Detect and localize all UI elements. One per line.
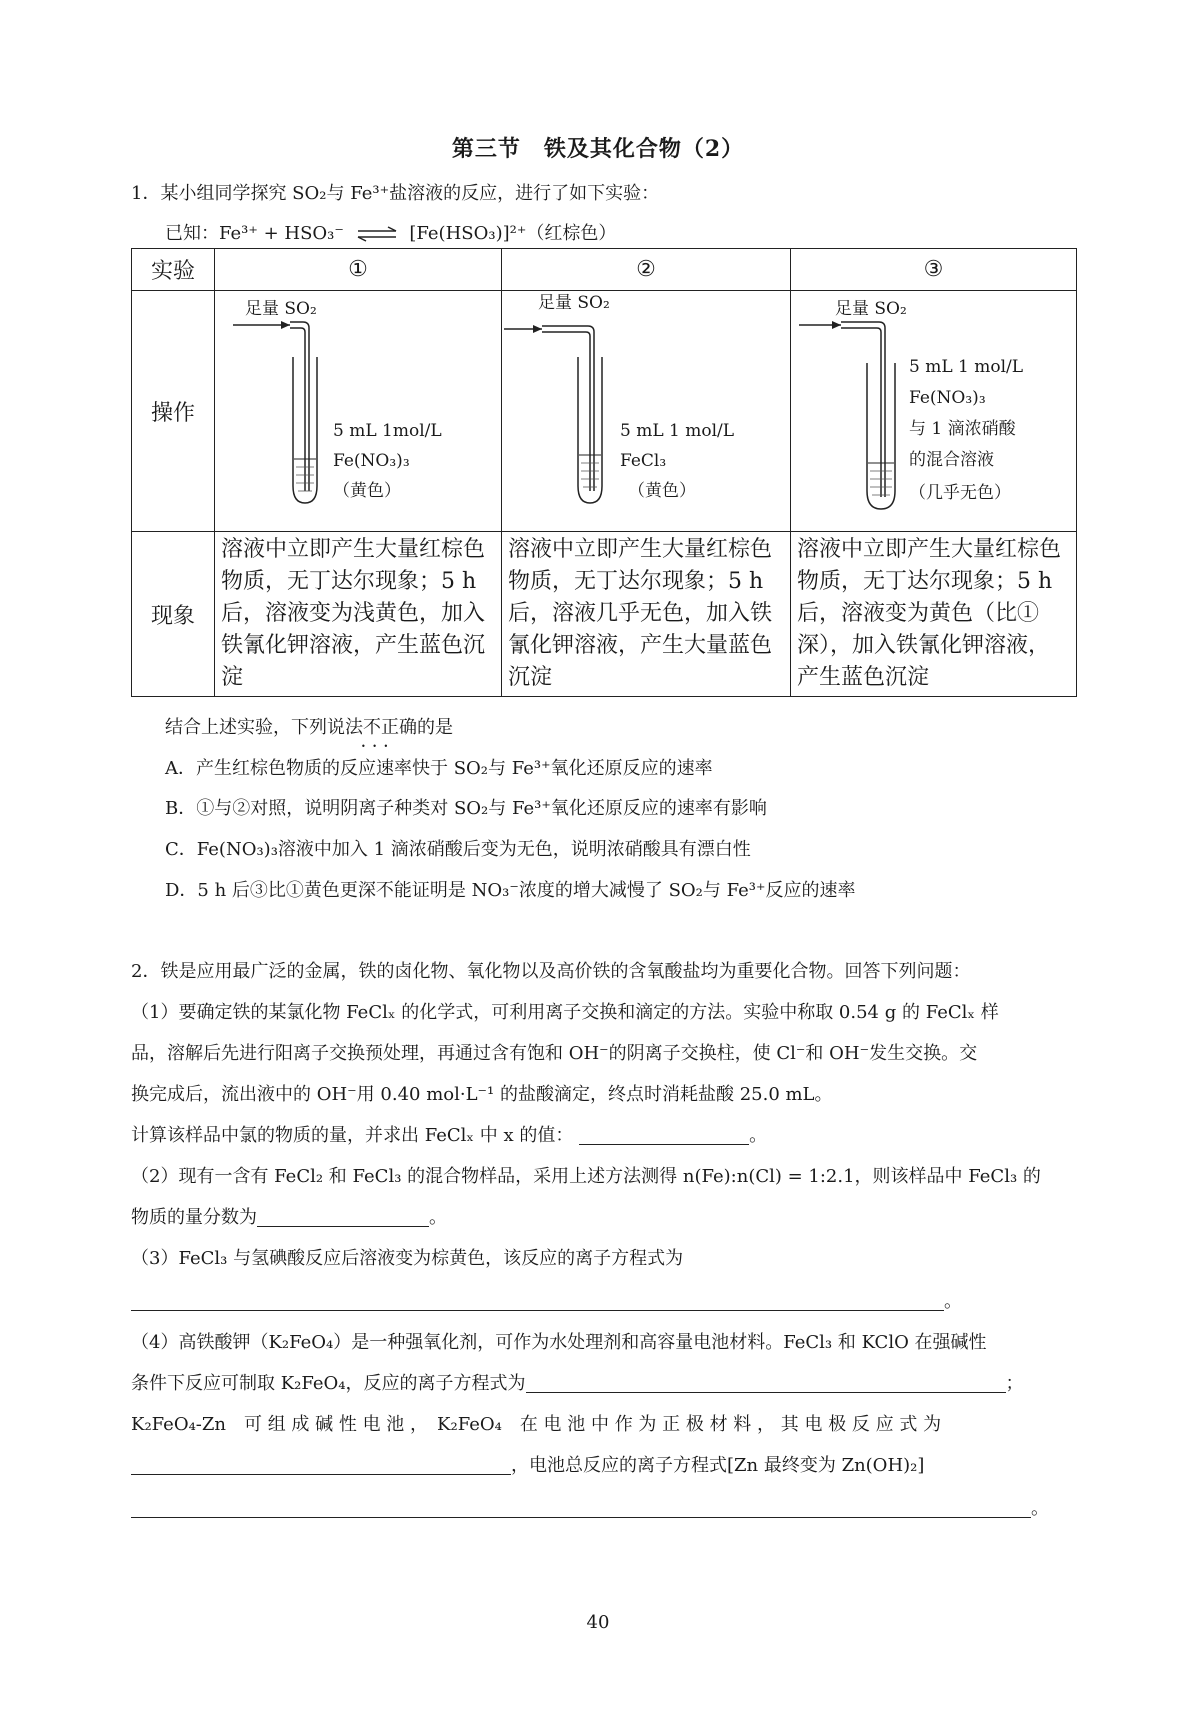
q2-p4-line2 (131, 1372, 1024, 1396)
option-d: D．5 h 后③比①黄色更深不能证明是 NO₃⁻浓度的增大减慢了 SO₂与 Fe³⁺反应的速率 (165, 880, 856, 901)
page-number: 40 (586, 1612, 610, 1633)
known-prefix: 已知：Fe³⁺ + HSO₃⁻ (165, 223, 344, 244)
known-equilibrium (165, 222, 616, 246)
gas-label-3: 足量 SO₂ (835, 299, 907, 319)
question-prefix: 结合上述实验，下列说法 (165, 717, 363, 738)
row-label-phenomenon: 现象 (132, 532, 215, 697)
q2-p1-line1: （1）要确定铁的某氯化物 FeClₓ 的化学式，可利用离子交换和滴定的方法。实验中称取 0.54 g 的 FeClₓ 样 (131, 1002, 999, 1023)
phenomenon-row (132, 532, 1077, 697)
period: 。 (429, 1207, 447, 1228)
exp-label-3: ③ (791, 249, 1077, 291)
q2-intro: 2．铁是应用最广泛的金属，铁的卤化物、氧化物以及高价铁的含氧酸盐均为重要化合物。回答下列问题： (131, 961, 971, 982)
col-header-experiment: 实验 (132, 249, 215, 291)
option-c: C．Fe(NO₃)₃溶液中加入 1 滴浓硝酸后变为无色，说明浓硝酸具有漂白性 (165, 839, 751, 860)
q2-p3-line1: （3）FeCl₃ 与氢碘酸反应后溶液变为棕黄色，该反应的离子方程式为 (131, 1248, 684, 1269)
solution-3-line2: Fe(NO₃)₃ (909, 388, 986, 408)
answer-blank-x[interactable] (579, 1126, 749, 1145)
q2-p4-line3: K₂FeO₄-Zn 可 组 成 碱 性 电 池 ， K₂FeO₄ 在 电 池 中 作 为 正 极 材 料 ， 其 电 极 反 应 式 为 (131, 1414, 942, 1435)
solution-3-line3: 与 1 滴浓硝酸 (909, 419, 1016, 439)
answer-blank-total-equation[interactable] (131, 1499, 1031, 1518)
gas-label-1: 足量 SO₂ (245, 299, 317, 319)
period: 。 (944, 1291, 962, 1312)
q2-p1-line4 (131, 1124, 767, 1148)
q2-p4-line4 (131, 1454, 924, 1478)
exp-label-1: ① (215, 249, 502, 291)
operation-row (132, 291, 1077, 532)
solution-2-line3: （黄色） (628, 481, 696, 501)
solution-2-line2: FeCl₃ (620, 451, 667, 471)
p2-question-text: 物质的量分数为 (131, 1207, 257, 1228)
phenomenon-3: 溶液中立即产生大量红棕色物质，无丁达尔现象；5 h 后，溶液变为黄色（比①深），加入铁氰化钾溶液，产生蓝色沉淀 (791, 532, 1077, 697)
solution-1-line1: 5 mL 1mol/L (333, 421, 442, 441)
q1-question (165, 716, 453, 740)
q2-p1-line3: 换完成后，流出液中的 OH⁻用 0.40 mol·L⁻¹ 的盐酸滴定，终点时消耗盐酸 25.0 mL。 (131, 1084, 833, 1105)
q2-p1-line2: 品，溶解后先进行阳离子交换预处理，再通过含有饱和 OH⁻的阴离子交换柱，使 Cl⁻和 OH⁻发生交换。交 (131, 1043, 978, 1064)
answer-blank-equation-4a[interactable] (526, 1374, 1006, 1393)
question-suffix: 的是 (417, 717, 453, 738)
answer-blank-fraction[interactable] (257, 1208, 429, 1227)
operation-cell-1 (215, 291, 502, 532)
p4-question-text: 条件下反应可制取 K₂FeO₄，反应的离子方程式为 (131, 1373, 526, 1394)
operation-cell-3 (791, 291, 1077, 532)
known-suffix: [Fe(HSO₃)]²⁺（红棕色） (409, 223, 617, 244)
operation-cell-2 (502, 291, 791, 532)
question-emphasis: 不正确 • • • (363, 716, 417, 740)
phenomenon-2: 溶液中立即产生大量红棕色物质，无丁达尔现象；5 h 后，溶液几乎无色，加入铁氰化钾溶液，产生大量蓝色沉淀 (502, 532, 791, 697)
q2-p3-answer (131, 1290, 962, 1314)
q1-intro: 1．某小组同学探究 SO₂与 Fe³⁺盐溶液的反应，进行了如下实验： (131, 183, 660, 204)
q2-p4-line1: （4）高铁酸钾（K₂FeO₄）是一种强氧化剂，可作为水处理剂和高容量电池材料。FeCl₃ 和 KClO 在强碱性 (131, 1332, 987, 1353)
row-label-operation: 操作 (132, 291, 215, 532)
experiment-table (131, 248, 1077, 697)
solution-3-line4: 的混合溶液 (909, 450, 994, 470)
period: 。 (749, 1125, 768, 1146)
gas-label-2: 足量 SO₂ (538, 293, 610, 313)
solution-2-line1: 5 mL 1 mol/L (620, 421, 735, 441)
page-title: 第三节 铁及其化合物（2） (451, 136, 745, 162)
equilibrium-arrow-icon (356, 226, 398, 242)
answer-blank-equation-3[interactable] (131, 1292, 944, 1311)
period: 。 (1031, 1498, 1049, 1519)
p4-battery-text: ，电池总反应的离子方程式[Zn 最终变为 Zn(OH)₂] (511, 1455, 925, 1476)
answer-blank-electrode[interactable] (131, 1456, 511, 1475)
table-header-row (132, 249, 1077, 291)
solution-1-line3: （黄色） (333, 481, 401, 501)
solution-1-line2: Fe(NO₃)₃ (333, 451, 410, 471)
q2-p2-line1: （2）现有一含有 FeCl₂ 和 FeCl₃ 的混合物样品，采用上述方法测得 n(Fe):n(Cl) = 1:2.1，则该样品中 FeCl₃ 的 (131, 1166, 1041, 1187)
phenomenon-1: 溶液中立即产生大量红棕色物质，无丁达尔现象；5 h 后，溶液变为浅黄色，加入铁氰化钾溶液，产生蓝色沉淀 (215, 532, 502, 697)
solution-3-line5: （几乎无色） (909, 483, 1011, 503)
q2-p2-line2 (131, 1206, 447, 1230)
option-a: A．产生红棕色物质的反应速率快于 SO₂与 Fe³⁺氧化还原反应的速率 (165, 758, 713, 779)
semicolon: ； (1005, 1373, 1024, 1394)
exp-label-2: ② (502, 249, 791, 291)
q2-p4-answer (131, 1497, 1049, 1521)
option-b: B．①与②对照，说明阴离子种类对 SO₂与 Fe³⁺氧化还原反应的速率有影响 (165, 798, 767, 819)
solution-3-line1: 5 mL 1 mol/L (909, 357, 1024, 377)
p1-question-text: 计算该样品中氯的物质的量，并求出 FeClₓ 中 x 的值： (131, 1125, 574, 1146)
